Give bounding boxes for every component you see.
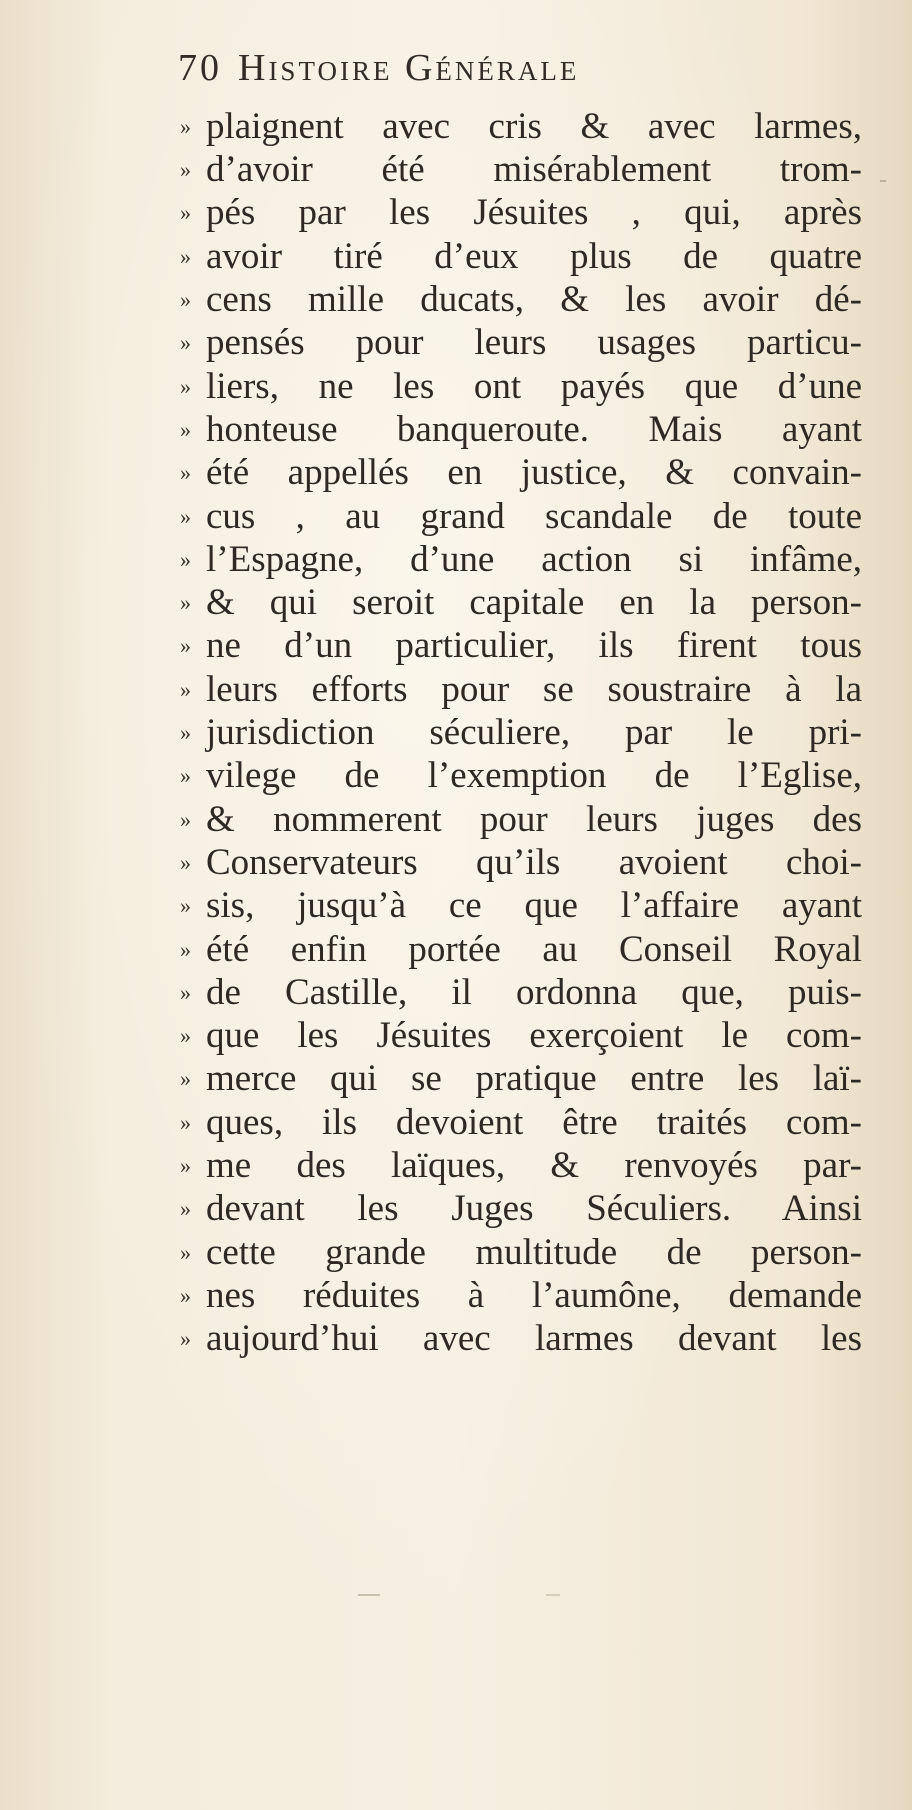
quotation-mark: » [180,287,191,313]
quotation-mark: » [180,1109,191,1135]
line-text: jurisdiction séculiere, par le pri- [206,712,862,754]
quotation-mark: » [180,1066,191,1092]
line-text: Conservateurs qu’ils avoient choi- [206,841,862,883]
line-text: de Castille, il ordonna que, puis- [206,971,862,1013]
text-line [180,1098,900,1141]
text-line [180,535,900,578]
line-text: sis, jusqu’à ce que l’affaire ayant [206,885,862,927]
line-text: l’Espagne, d’une action si infâme, [206,538,862,580]
text-line [180,362,900,405]
line-text: avoir tiré d’eux plus de quatre [206,235,862,277]
line-text: plaignent avec cris & avec larmes, [206,105,862,147]
text-line [180,1314,900,1360]
line-text: nes réduites à l’aumône, demande [206,1274,862,1316]
printer-mark [546,1594,560,1596]
line-text: merce qui se pratique entre les laï- [206,1058,862,1100]
line-text: été enfin portée au Conseil Royal [206,928,862,970]
quotation-mark: » [180,806,191,832]
text-line [180,838,900,881]
text-line [180,232,900,275]
line-text: pés par les Jésuites , qui, après [206,192,862,234]
quotation-mark: » [180,1152,191,1178]
text-line [180,751,900,797]
quotation-mark: » [180,243,191,269]
quotation-mark: » [180,200,191,226]
quotation-mark: » [180,720,191,746]
text-line [180,492,900,535]
text-line [180,925,900,968]
text-line [180,1271,900,1314]
quotation-mark: » [180,1023,191,1049]
line-text: liers, ne les ont payés que d’une [206,365,862,407]
quotation-mark: » [180,157,191,183]
printer-mark [358,1594,380,1596]
quotation-mark: » [180,416,191,442]
text-line [180,708,900,754]
text-line [180,145,900,191]
running-head-title: Histoire Générale [238,47,580,89]
line-text: d’avoir été misérablement trom- [206,149,862,191]
line-text: vilege de l’exemption de l’Eglise, [206,755,862,797]
text-line [180,189,900,232]
page-header [178,46,579,90]
text-line [180,1011,900,1057]
line-text: aujourd’hui avec larmes devant les [206,1318,862,1360]
line-text: & nommerent pour leurs juges des [206,798,862,840]
text-line [180,318,900,364]
line-text: & qui seroit capitale en la person- [206,582,862,624]
line-text: cens mille ducats, & les avoir dé- [206,279,862,321]
quotation-mark: » [180,849,191,875]
quotation-mark: » [180,676,191,702]
text-line [180,622,900,665]
body-text [180,102,900,1358]
line-text: été appellés en justice, & convain- [206,452,862,494]
text-line [180,968,900,1011]
text-line [180,1228,900,1271]
quotation-mark: » [180,330,191,356]
margin-dot [880,180,886,182]
text-line [180,448,900,494]
text-line [180,578,900,624]
text-line [180,1184,900,1230]
line-text: devant les Juges Séculiers. Ainsi [206,1188,862,1230]
quotation-mark: » [180,979,191,1005]
line-text: honteuse banqueroute. Mais ayant [206,408,862,450]
line-text: que les Jésuites exerçoient le com- [206,1015,862,1057]
text-line [180,795,900,838]
quotation-mark: » [180,1196,191,1222]
text-line [180,405,900,448]
page-number: 70 [178,47,222,89]
text-line [180,1141,900,1184]
line-text: ne d’un particulier, ils firent tous [206,625,862,667]
line-text: leurs efforts pour se soustraire à la [206,668,862,710]
text-line [180,1055,900,1098]
quotation-mark: » [180,936,191,962]
quotation-mark: » [180,546,191,572]
quotation-mark: » [180,460,191,486]
line-text: cette grande multitude de person- [206,1231,862,1273]
line-text: pensés pour leurs usages particu- [206,322,862,364]
quotation-mark: » [180,503,191,529]
quotation-mark: » [180,590,191,616]
text-line [180,665,900,708]
quotation-mark: » [180,113,191,139]
quotation-mark: » [180,1239,191,1265]
text-line [180,275,900,321]
line-text: ques, ils devoient être traités com- [206,1101,862,1143]
text-line [180,102,900,145]
quotation-mark: » [180,763,191,789]
quotation-mark: » [180,893,191,919]
quotation-mark: » [180,1326,191,1352]
quotation-mark: » [180,633,191,659]
text-line [180,881,900,927]
line-text: cus , au grand scandale de toute [206,495,862,537]
line-text: me des laïques, & renvoyés par- [206,1144,862,1186]
quotation-mark: » [180,373,191,399]
quotation-mark: » [180,1282,191,1308]
